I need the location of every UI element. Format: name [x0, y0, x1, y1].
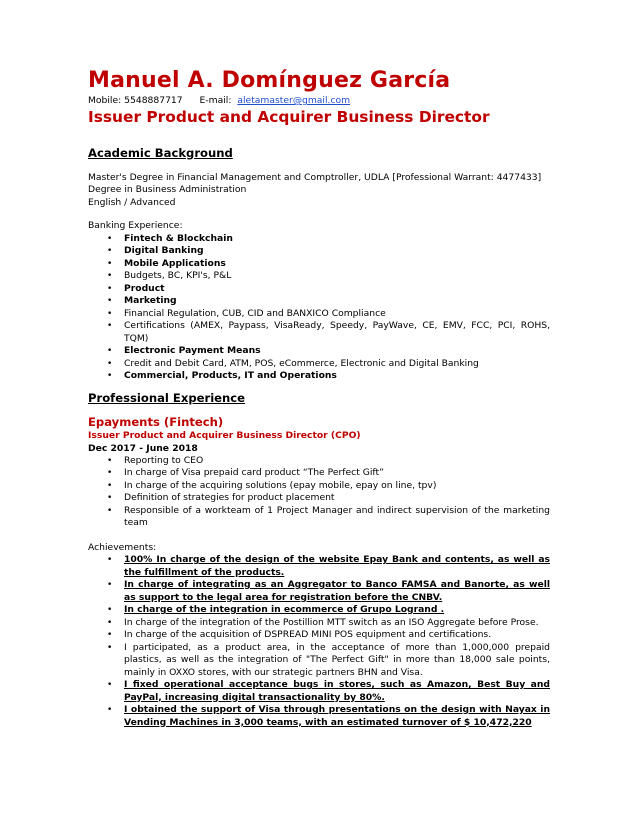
list-item-text: Marketing: [124, 295, 177, 307]
list-item: [88, 245, 550, 258]
achievements-list: [88, 554, 550, 729]
email-link[interactable]: aletamaster@gmail.com: [237, 95, 351, 106]
list-item: [88, 579, 550, 604]
professional-section-title: Professional Experience: [88, 390, 246, 405]
list-item: [88, 345, 550, 358]
list-item-text: Digital Banking: [124, 245, 204, 257]
list-item-text: Product: [124, 282, 165, 294]
academic-line: Degree in Business Administration: [88, 184, 247, 196]
list-item-text: In charge of Visa prepaid card product “The Perfect Gift”: [124, 467, 384, 479]
list-item: [88, 629, 550, 642]
list-item: [88, 370, 550, 383]
email-label: E-mail:: [199, 95, 232, 106]
list-item: [88, 258, 550, 271]
list-item-text: I obtained the support of Visa through presentations on the design with Nayax in Vending Machines in 3,000 teams, with an estimated turnover of $ 10,472,220: [124, 704, 550, 728]
academic-line: English / Advanced: [88, 196, 176, 208]
list-item-text: Budgets, BC, KPI's, P&L: [124, 270, 232, 282]
candidate-name: Manuel A. Domínguez García: [88, 68, 451, 93]
job-headline: Issuer Product and Acquirer Business Director: [88, 108, 490, 126]
list-item-text: Mobile Applications: [124, 257, 226, 269]
list-item: [88, 554, 550, 579]
resume-page: [88, 68, 550, 729]
list-item-text: Fintech & Blockchain: [124, 232, 233, 244]
list-item-text: I fixed operational acceptance bugs in stores, such as Amazon, Best Buy and PayPal, increasing digital transactionality by 80%.: [124, 679, 550, 703]
list-item: [88, 283, 550, 296]
list-item: [88, 270, 550, 283]
list-item-text: Commercial, Products, IT and Operations: [124, 370, 337, 382]
list-item: [88, 320, 550, 345]
list-item-text: Certifications (AMEX, Paypass, VisaReady, Speedy, PayWave, CE, EMV, FCC, PCI, ROHS, TQM): [124, 320, 550, 344]
list-item: [88, 505, 550, 530]
list-item: [88, 308, 550, 321]
achievements-label: Achievements:: [88, 541, 157, 553]
company-name: Epayments (Fintech): [88, 414, 224, 429]
list-item-text: Electronic Payment Means: [124, 345, 261, 357]
banking-experience-list: [88, 233, 550, 383]
list-item: [88, 233, 550, 246]
job-role: Issuer Product and Acquirer Business Director (CPO): [88, 429, 361, 441]
list-item-text: Responsible of a workteam of 1 Project Manager and indirect supervision of the marketing team: [124, 504, 550, 529]
list-item: [88, 617, 550, 630]
list-item-text: Credit and Debit Card, ATM, POS, eCommerce, Electronic and Digital Banking: [124, 357, 479, 369]
list-item-text: I participated, as a product area, in the acceptance of more than 1,000,000 prepaid plastics, as well as the integration of "The Perfect Gift" in more than 18,000 sale points, mainly in OXXO stores, with our strategic partners BHN and Visa.: [124, 641, 550, 678]
list-item: [88, 604, 550, 617]
list-item: [88, 480, 550, 493]
list-item: [88, 467, 550, 480]
list-item-text: Definition of strategies for product placement: [124, 492, 335, 504]
academic-line: Master's Degree in Financial Management and Comptroller, UDLA [Professional Warrant: 4477433]: [88, 172, 542, 183]
responsibilities-list: [88, 455, 550, 530]
list-item-text: In charge of integrating as an Aggregator to Banco FAMSA and Banorte, as well as support to the legal area for registration before the CNBV.: [124, 579, 550, 603]
list-item-text: Financial Regulation, CUB, CID and BANXICO Compliance: [124, 307, 386, 319]
list-item: [88, 642, 550, 680]
list-item: [88, 358, 550, 371]
mobile-text: Mobile: 5548887717: [88, 95, 183, 106]
banking-experience-label: Banking Experience:: [88, 220, 183, 232]
list-item: [88, 704, 550, 729]
contact-line: [88, 95, 550, 107]
job-dates: Dec 2017 - June 2018: [88, 442, 198, 454]
list-item-text: In charge of the integration of the Postillion MTT switch as an ISO Aggregate before Prose.: [124, 616, 539, 628]
list-item-text: In charge of the acquisition of DSPREAD MINI POS equipment and certifications.: [124, 629, 492, 641]
academic-section-title: Academic Background: [88, 146, 233, 160]
list-item-text: 100% In charge of the design of the website Epay Bank and contents, as well as the fulfillment of the products.: [124, 554, 550, 578]
list-item: [88, 455, 550, 468]
list-item: [88, 679, 550, 704]
list-item-text: In charge of the acquiring solutions (epay mobile, epay on line, tpv): [124, 479, 437, 491]
list-item: [88, 492, 550, 505]
list-item: [88, 295, 550, 308]
list-item-text: In charge of the integration in ecommerce of Grupo Logrand .: [124, 604, 445, 616]
list-item-text: Reporting to CEO: [124, 454, 204, 466]
